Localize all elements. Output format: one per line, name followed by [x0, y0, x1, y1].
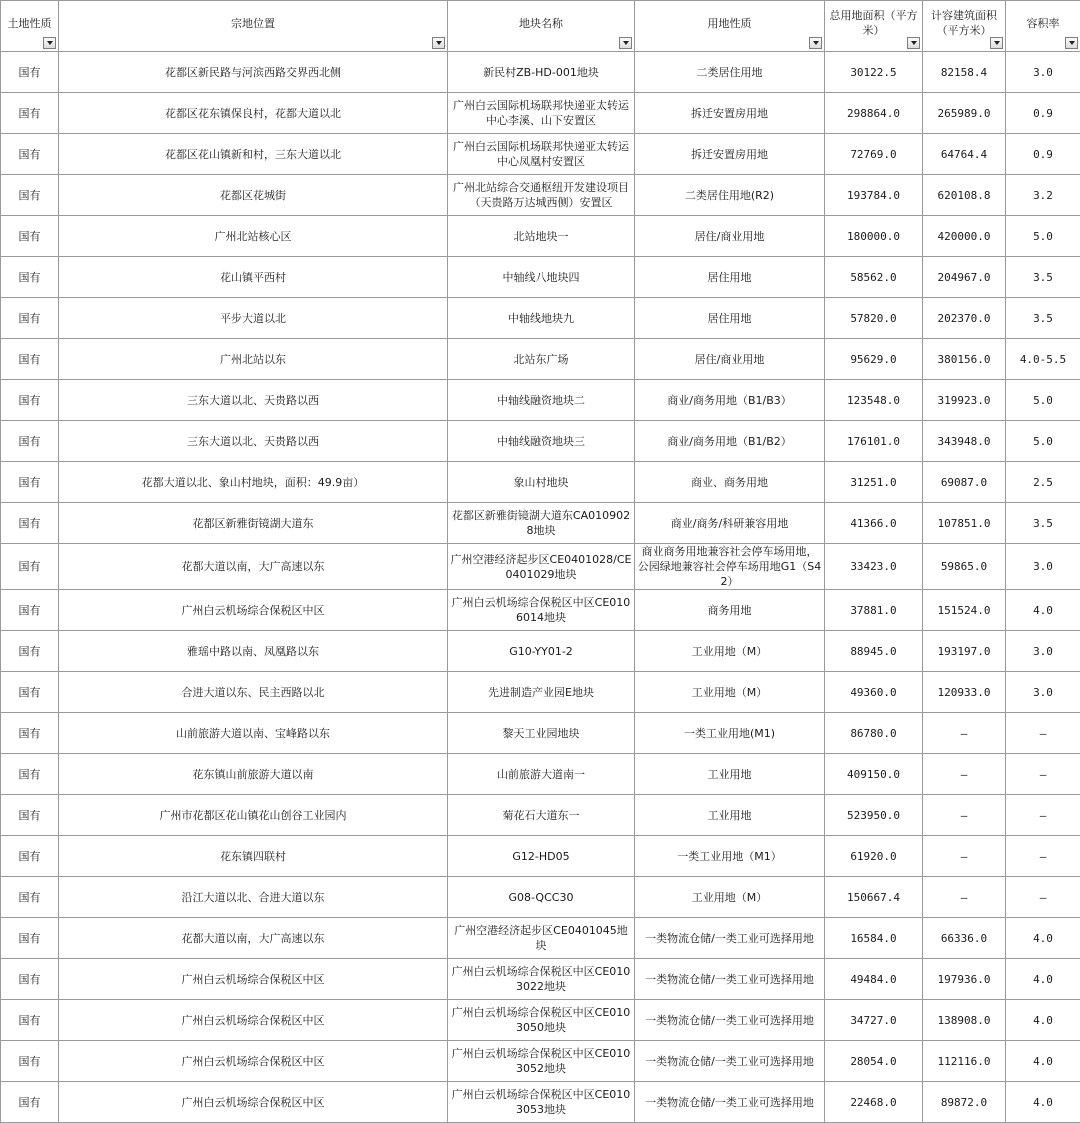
table-row	[1, 298, 1080, 339]
table-cell-land-use[interactable]: 一类物流仓储/一类工业可选择用地	[635, 1041, 825, 1082]
table-cell-parcel-location[interactable]: 雅瑶中路以南、凤凰路以东	[59, 631, 448, 672]
table-row	[1, 631, 1080, 672]
table-cell-floor-area[interactable]: 204967.0	[923, 257, 1006, 298]
table-cell-land-use[interactable]: 一类物流仓储/一类工业可选择用地	[635, 918, 825, 959]
table-cell-land-use[interactable]: 工业用地	[635, 754, 825, 795]
table-cell-floor-area[interactable]: 69087.0	[923, 462, 1006, 503]
table-header	[1, 1, 1080, 52]
table-cell-floor-area[interactable]: 265989.0	[923, 93, 1006, 134]
filter-dropdown-button[interactable]	[907, 37, 920, 49]
table-cell-parcel-name[interactable]: 中轴线融资地块二	[448, 380, 635, 421]
table-cell-land-nature[interactable]: 国有	[1, 795, 59, 836]
table-cell-plot-ratio[interactable]: 3.0	[1006, 544, 1080, 590]
table-cell-plot-ratio[interactable]: —	[1006, 713, 1080, 754]
table-cell-parcel-name[interactable]: 广州空港经济起步区CE0401045地块	[448, 918, 635, 959]
table-cell-plot-ratio[interactable]: 3.2	[1006, 175, 1080, 216]
table-row	[1, 795, 1080, 836]
table-cell-total-area[interactable]: 72769.0	[825, 134, 923, 175]
table-cell-land-nature[interactable]: 国有	[1, 134, 59, 175]
table-cell-parcel-name[interactable]: 广州白云机场综合保税区中区CE0103052地块	[448, 1041, 635, 1082]
chevron-down-icon	[813, 41, 819, 45]
column-header-parcel-location	[59, 1, 448, 52]
table-cell-total-area[interactable]: 31251.0	[825, 462, 923, 503]
table-cell-parcel-location[interactable]: 花都区花山镇新和村，三东大道以北	[59, 134, 448, 175]
table-cell-parcel-location[interactable]: 花都区花东镇保良村，花都大道以北	[59, 93, 448, 134]
table-cell-total-area[interactable]: 22468.0	[825, 1082, 923, 1123]
table-cell-total-area[interactable]: 30122.5	[825, 52, 923, 93]
table-cell-parcel-location[interactable]: 花都大道以南，大广高速以东	[59, 544, 448, 590]
table-cell-land-nature[interactable]: 国有	[1, 959, 59, 1000]
table-cell-total-area[interactable]: 58562.0	[825, 257, 923, 298]
table-cell-parcel-name[interactable]: 象山村地块	[448, 462, 635, 503]
table-cell-land-use[interactable]: 拆迁安置房用地	[635, 93, 825, 134]
table-cell-land-nature[interactable]: 国有	[1, 339, 59, 380]
table-cell-plot-ratio[interactable]: 5.0	[1006, 421, 1080, 462]
column-header-floor-area	[923, 1, 1006, 52]
filter-dropdown-button[interactable]	[1065, 37, 1078, 49]
table-cell-plot-ratio[interactable]: 3.0	[1006, 672, 1080, 713]
table-cell-land-use[interactable]: 商业、商务用地	[635, 462, 825, 503]
table-row	[1, 959, 1080, 1000]
table-cell-plot-ratio[interactable]: 0.9	[1006, 93, 1080, 134]
table-cell-parcel-location[interactable]: 三东大道以北、天贵路以西	[59, 421, 448, 462]
table-row	[1, 1082, 1080, 1123]
chevron-down-icon	[911, 41, 917, 45]
table-cell-floor-area[interactable]: 107851.0	[923, 503, 1006, 544]
header-row	[1, 1, 1080, 52]
table-cell-plot-ratio[interactable]: 5.0	[1006, 380, 1080, 421]
table-cell-parcel-location[interactable]: 花都大道以南，大广高速以东	[59, 918, 448, 959]
table-row	[1, 754, 1080, 795]
column-header-label: 土地性质	[3, 16, 56, 37]
filter-dropdown-button[interactable]	[809, 37, 822, 49]
table-cell-parcel-location[interactable]: 三东大道以北、天贵路以西	[59, 380, 448, 421]
table-row	[1, 52, 1080, 93]
table-cell-parcel-name[interactable]: G10-YY01-2	[448, 631, 635, 672]
table-cell-floor-area[interactable]: 380156.0	[923, 339, 1006, 380]
table-cell-parcel-name[interactable]: 中轴线地块九	[448, 298, 635, 339]
table-cell-total-area[interactable]: 28054.0	[825, 1041, 923, 1082]
table-cell-floor-area[interactable]: 193197.0	[923, 631, 1006, 672]
table-row	[1, 1041, 1080, 1082]
table-cell-land-nature[interactable]: 国有	[1, 713, 59, 754]
table-cell-land-nature[interactable]: 国有	[1, 544, 59, 590]
table-cell-floor-area[interactable]: 620108.8	[923, 175, 1006, 216]
table-cell-parcel-location[interactable]: 花都区新雅街镜湖大道东	[59, 503, 448, 544]
table-cell-plot-ratio[interactable]: 3.5	[1006, 298, 1080, 339]
table-cell-floor-area[interactable]: 112116.0	[923, 1041, 1006, 1082]
table-cell-land-use[interactable]: 居住用地	[635, 298, 825, 339]
table-cell-parcel-location[interactable]: 花山镇平西村	[59, 257, 448, 298]
table-cell-land-nature[interactable]: 国有	[1, 877, 59, 918]
table-cell-land-nature[interactable]: 国有	[1, 462, 59, 503]
column-header-label: 用地性质	[637, 16, 822, 37]
table-cell-plot-ratio[interactable]: 4.0	[1006, 1082, 1080, 1123]
table-cell-parcel-name[interactable]: 北站地块一	[448, 216, 635, 257]
table-cell-floor-area[interactable]: 82158.4	[923, 52, 1006, 93]
table-row	[1, 93, 1080, 134]
chevron-down-icon	[623, 41, 629, 45]
table-cell-total-area[interactable]: 193784.0	[825, 175, 923, 216]
table-row	[1, 503, 1080, 544]
table-cell-parcel-location[interactable]: 广州白云机场综合保税区中区	[59, 1000, 448, 1041]
table-cell-parcel-location[interactable]: 广州白云机场综合保税区中区	[59, 1041, 448, 1082]
table-row	[1, 462, 1080, 503]
table-cell-parcel-name[interactable]: 新民村ZB-HD-001地块	[448, 52, 635, 93]
table-cell-plot-ratio[interactable]: 4.0	[1006, 590, 1080, 631]
chevron-down-icon	[436, 41, 442, 45]
table-cell-parcel-location[interactable]: 花都区新民路与河滨西路交界西北侧	[59, 52, 448, 93]
table-cell-land-nature[interactable]: 国有	[1, 1000, 59, 1041]
table-cell-floor-area[interactable]: 120933.0	[923, 672, 1006, 713]
table-cell-parcel-location[interactable]: 广州白云机场综合保税区中区	[59, 1082, 448, 1123]
table-cell-parcel-location[interactable]: 广州北站以东	[59, 339, 448, 380]
table-cell-land-nature[interactable]: 国有	[1, 631, 59, 672]
table-cell-plot-ratio[interactable]: 4.0	[1006, 1000, 1080, 1041]
table-cell-land-nature[interactable]: 国有	[1, 1082, 59, 1123]
table-row	[1, 380, 1080, 421]
column-header-total-area	[825, 1, 923, 52]
table-cell-total-area[interactable]: 409150.0	[825, 754, 923, 795]
column-header-land-nature	[1, 1, 59, 52]
table-row	[1, 134, 1080, 175]
table-cell-parcel-name[interactable]: 山前旅游大道南一	[448, 754, 635, 795]
table-cell-parcel-name[interactable]: 广州白云机场综合保税区中区CE0103022地块	[448, 959, 635, 1000]
table-cell-parcel-location[interactable]: 花都大道以北、象山村地块，面积：49.9亩）	[59, 462, 448, 503]
table-cell-total-area[interactable]: 41366.0	[825, 503, 923, 544]
filter-dropdown-button[interactable]	[43, 37, 56, 49]
table-row	[1, 175, 1080, 216]
table-cell-total-area[interactable]: 57820.0	[825, 298, 923, 339]
table-cell-floor-area[interactable]: —	[923, 754, 1006, 795]
table-cell-parcel-name[interactable]: G12-HD05	[448, 836, 635, 877]
table-cell-total-area[interactable]: 298864.0	[825, 93, 923, 134]
table-cell-land-nature[interactable]: 国有	[1, 52, 59, 93]
table-cell-land-use[interactable]: 一类工业用地(M1)	[635, 713, 825, 754]
table-cell-floor-area[interactable]: —	[923, 877, 1006, 918]
table-cell-total-area[interactable]: 176101.0	[825, 421, 923, 462]
table-cell-parcel-location[interactable]: 花都区花城街	[59, 175, 448, 216]
table-cell-land-use[interactable]: 一类工业用地（M1）	[635, 836, 825, 877]
table-row	[1, 713, 1080, 754]
table-row	[1, 544, 1080, 590]
table-cell-total-area[interactable]: 95629.0	[825, 339, 923, 380]
table-cell-land-use[interactable]: 工业用地（M）	[635, 672, 825, 713]
table-cell-parcel-name[interactable]: 广州白云国际机场联邦快递亚太转运中心凤凰村安置区	[448, 134, 635, 175]
table-cell-total-area[interactable]: 523950.0	[825, 795, 923, 836]
table-cell-floor-area[interactable]: 151524.0	[923, 590, 1006, 631]
table-row	[1, 1000, 1080, 1041]
table-cell-plot-ratio[interactable]: —	[1006, 836, 1080, 877]
table-cell-land-nature[interactable]: 国有	[1, 918, 59, 959]
table-cell-parcel-name[interactable]: 广州白云机场综合保税区中区CE0106014地块	[448, 590, 635, 631]
table-cell-land-nature[interactable]: 国有	[1, 754, 59, 795]
table-cell-parcel-name[interactable]: 先进制造产业园E地块	[448, 672, 635, 713]
table-cell-floor-area[interactable]: 343948.0	[923, 421, 1006, 462]
table-cell-land-use[interactable]: 拆迁安置房用地	[635, 134, 825, 175]
column-header-parcel-name	[448, 1, 635, 52]
chevron-down-icon	[47, 41, 53, 45]
table-cell-land-use[interactable]: 一类物流仓储/一类工业可选择用地	[635, 1000, 825, 1041]
table-cell-parcel-name[interactable]: 中轴线融资地块三	[448, 421, 635, 462]
table-cell-total-area[interactable]: 123548.0	[825, 380, 923, 421]
table-cell-total-area[interactable]: 61920.0	[825, 836, 923, 877]
table-cell-floor-area[interactable]: 89872.0	[923, 1082, 1006, 1123]
table-row	[1, 421, 1080, 462]
table-cell-land-use[interactable]: 商业/商务用地（B1/B2）	[635, 421, 825, 462]
table-cell-land-use[interactable]: 二类居住用地	[635, 52, 825, 93]
table-cell-plot-ratio[interactable]: 4.0	[1006, 1041, 1080, 1082]
table-cell-parcel-name[interactable]: 广州空港经济起步区CE0401028/CE0401029地块	[448, 544, 635, 590]
table-cell-land-use[interactable]: 商业商务用地兼容社会停车场用地，公园绿地兼容社会停车场用地G1（S42）	[635, 544, 825, 590]
table-cell-land-nature[interactable]: 国有	[1, 836, 59, 877]
chevron-down-icon	[994, 41, 1000, 45]
table-cell-plot-ratio[interactable]: 3.0	[1006, 631, 1080, 672]
chevron-down-icon	[1069, 41, 1075, 45]
table-cell-total-area[interactable]: 150667.4	[825, 877, 923, 918]
table-cell-parcel-location[interactable]: 广州白云机场综合保税区中区	[59, 590, 448, 631]
table-cell-parcel-location[interactable]: 山前旅游大道以南、宝峰路以东	[59, 713, 448, 754]
table-cell-total-area[interactable]: 34727.0	[825, 1000, 923, 1041]
table-cell-parcel-name[interactable]: 广州北站综合交通枢纽开发建设项目（天贵路万达城西侧）安置区	[448, 175, 635, 216]
table-cell-total-area[interactable]: 88945.0	[825, 631, 923, 672]
table-cell-land-use[interactable]: 工业用地（M）	[635, 631, 825, 672]
table-cell-land-use[interactable]: 商业/商务/科研兼容用地	[635, 503, 825, 544]
table-cell-land-use[interactable]: 商业/商务用地（B1/B3）	[635, 380, 825, 421]
table-cell-parcel-location[interactable]: 广州白云机场综合保税区中区	[59, 959, 448, 1000]
table-cell-floor-area[interactable]: 197936.0	[923, 959, 1006, 1000]
table-row	[1, 918, 1080, 959]
table-row	[1, 836, 1080, 877]
table-cell-total-area[interactable]: 180000.0	[825, 216, 923, 257]
table-cell-plot-ratio[interactable]: 3.5	[1006, 257, 1080, 298]
filter-dropdown-button[interactable]	[619, 37, 632, 49]
table-cell-floor-area[interactable]: —	[923, 836, 1006, 877]
table-cell-land-nature[interactable]: 国有	[1, 421, 59, 462]
filter-dropdown-button[interactable]	[990, 37, 1003, 49]
table-cell-land-use[interactable]: 一类物流仓储/一类工业可选择用地	[635, 959, 825, 1000]
table-cell-plot-ratio[interactable]: —	[1006, 754, 1080, 795]
table-cell-parcel-name[interactable]: 广州白云国际机场联邦快递亚太转运中心李溪、山下安置区	[448, 93, 635, 134]
table-cell-land-nature[interactable]: 国有	[1, 93, 59, 134]
table-cell-total-area[interactable]: 16584.0	[825, 918, 923, 959]
table-cell-total-area[interactable]: 37881.0	[825, 590, 923, 631]
table-row	[1, 672, 1080, 713]
column-header-land-use	[635, 1, 825, 52]
table-body	[1, 52, 1080, 1123]
table-cell-plot-ratio[interactable]: 3.5	[1006, 503, 1080, 544]
table-cell-floor-area[interactable]: 202370.0	[923, 298, 1006, 339]
table-cell-land-nature[interactable]: 国有	[1, 175, 59, 216]
table-cell-land-nature[interactable]: 国有	[1, 590, 59, 631]
table-cell-land-use[interactable]: 居住/商业用地	[635, 216, 825, 257]
column-header-plot-ratio	[1006, 1, 1080, 52]
column-header-label: 计容建筑面积（平方米）	[925, 8, 1003, 44]
table-cell-plot-ratio[interactable]: 4.0	[1006, 959, 1080, 1000]
table-cell-parcel-location[interactable]: 广州北站核心区	[59, 216, 448, 257]
table-row	[1, 877, 1080, 918]
table-cell-parcel-location[interactable]: 花东镇山前旅游大道以南	[59, 754, 448, 795]
table-cell-plot-ratio[interactable]: 0.9	[1006, 134, 1080, 175]
table-cell-floor-area[interactable]: —	[923, 795, 1006, 836]
table-cell-total-area[interactable]: 33423.0	[825, 544, 923, 590]
table-cell-parcel-location[interactable]: 沿江大道以北、合进大道以东	[59, 877, 448, 918]
column-header-label: 总用地面积（平方米）	[827, 8, 920, 44]
table-row	[1, 216, 1080, 257]
table-cell-parcel-name[interactable]: 花都区新雅街镜湖大道东CA0109028地块	[448, 503, 635, 544]
table-cell-parcel-location[interactable]: 广州市花都区花山镇花山创谷工业园内	[59, 795, 448, 836]
table-cell-land-use[interactable]: 居住/商业用地	[635, 339, 825, 380]
table-cell-plot-ratio[interactable]: 3.0	[1006, 52, 1080, 93]
table-cell-land-use[interactable]: 一类物流仓储/一类工业可选择用地	[635, 1082, 825, 1123]
table-cell-land-nature[interactable]: 国有	[1, 216, 59, 257]
table-cell-floor-area[interactable]: —	[923, 713, 1006, 754]
column-header-label: 宗地位置	[61, 16, 445, 37]
table-cell-land-use[interactable]: 工业用地	[635, 795, 825, 836]
table-cell-parcel-location[interactable]: 平步大道以北	[59, 298, 448, 339]
filter-dropdown-button[interactable]	[432, 37, 445, 49]
table-cell-parcel-name[interactable]: 广州白云机场综合保税区中区CE0103050地块	[448, 1000, 635, 1041]
table-cell-parcel-name[interactable]: 北站东广场	[448, 339, 635, 380]
table-cell-land-nature[interactable]: 国有	[1, 298, 59, 339]
table-cell-plot-ratio[interactable]: —	[1006, 877, 1080, 918]
table-cell-land-use[interactable]: 居住用地	[635, 257, 825, 298]
table-cell-parcel-location[interactable]: 合进大道以东、民主西路以北	[59, 672, 448, 713]
table-cell-parcel-location[interactable]: 花东镇四联村	[59, 836, 448, 877]
table-cell-floor-area[interactable]: 59865.0	[923, 544, 1006, 590]
table-cell-plot-ratio[interactable]: 2.5	[1006, 462, 1080, 503]
table-cell-land-nature[interactable]: 国有	[1, 503, 59, 544]
table-cell-plot-ratio[interactable]: 5.0	[1006, 216, 1080, 257]
table-cell-floor-area[interactable]: 64764.4	[923, 134, 1006, 175]
table-cell-parcel-name[interactable]: 广州白云机场综合保税区中区CE0103053地块	[448, 1082, 635, 1123]
table-cell-floor-area[interactable]: 66336.0	[923, 918, 1006, 959]
table-cell-total-area[interactable]: 86780.0	[825, 713, 923, 754]
column-header-label: 容积率	[1008, 16, 1078, 37]
table-cell-parcel-name[interactable]: 菊花石大道东一	[448, 795, 635, 836]
table-cell-plot-ratio[interactable]: —	[1006, 795, 1080, 836]
table-cell-land-use[interactable]: 二类居住用地(R2)	[635, 175, 825, 216]
table-cell-parcel-name[interactable]: G08-QCC30	[448, 877, 635, 918]
table-cell-plot-ratio[interactable]: 4.0-5.5	[1006, 339, 1080, 380]
table-cell-land-nature[interactable]: 国有	[1, 1041, 59, 1082]
table-cell-floor-area[interactable]: 319923.0	[923, 380, 1006, 421]
table-cell-parcel-name[interactable]: 黎天工业园地块	[448, 713, 635, 754]
table-cell-plot-ratio[interactable]: 4.0	[1006, 918, 1080, 959]
table-row	[1, 339, 1080, 380]
table-row	[1, 257, 1080, 298]
table-cell-land-nature[interactable]: 国有	[1, 672, 59, 713]
table-cell-land-nature[interactable]: 国有	[1, 257, 59, 298]
table-cell-floor-area[interactable]: 420000.0	[923, 216, 1006, 257]
column-header-label: 地块名称	[450, 16, 632, 37]
table-cell-land-nature[interactable]: 国有	[1, 380, 59, 421]
table-cell-parcel-name[interactable]: 中轴线八地块四	[448, 257, 635, 298]
table-cell-total-area[interactable]: 49360.0	[825, 672, 923, 713]
table-cell-land-use[interactable]: 商务用地	[635, 590, 825, 631]
table-row	[1, 590, 1080, 631]
table-cell-land-use[interactable]: 工业用地（M）	[635, 877, 825, 918]
table-cell-total-area[interactable]: 49484.0	[825, 959, 923, 1000]
table-cell-floor-area[interactable]: 138908.0	[923, 1000, 1006, 1041]
